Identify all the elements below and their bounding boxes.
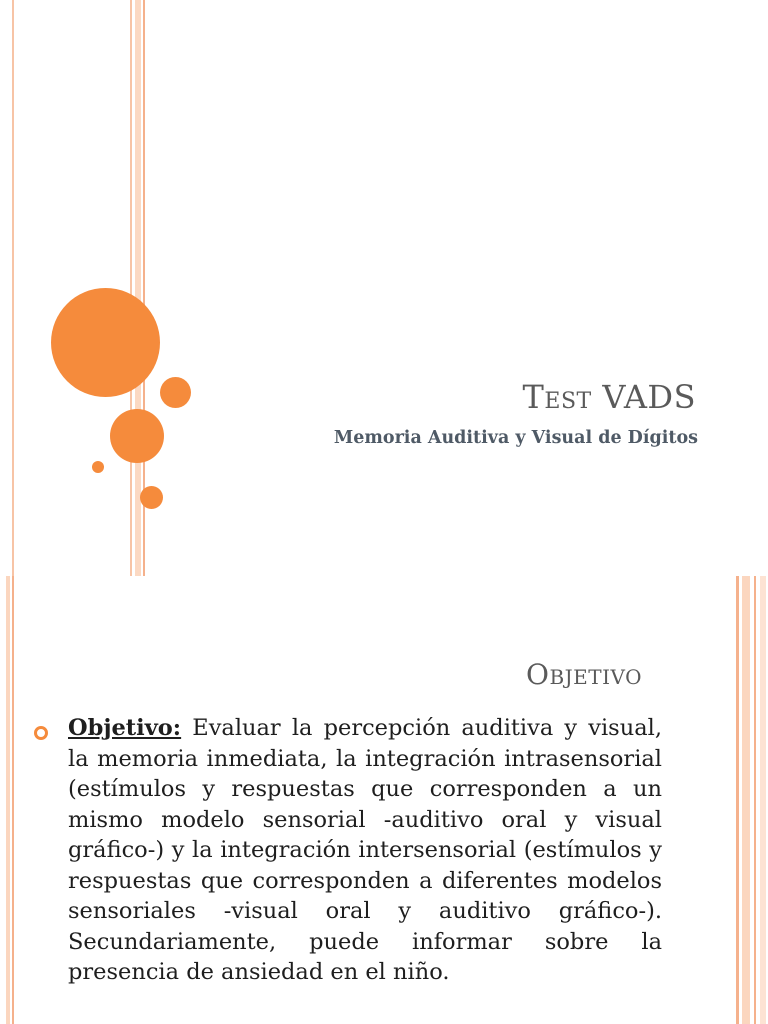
slide-subtitle: Memoria Auditiva y Visual de Dígitos — [333, 428, 698, 448]
decor-line — [6, 576, 10, 1024]
decor-line — [754, 576, 756, 1024]
bullet-label: Objetivo: — [68, 715, 182, 741]
decor-circle — [110, 409, 164, 463]
bullet-icon — [34, 726, 48, 740]
slide-title: Test VADS — [522, 378, 696, 416]
decor-line — [742, 576, 750, 1024]
decor-line — [12, 0, 14, 576]
decor-circle — [160, 377, 191, 408]
decor-line — [760, 576, 766, 1024]
decor-line — [135, 0, 141, 576]
decor-circle — [140, 486, 163, 509]
decor-line — [130, 0, 132, 576]
decor-line — [736, 576, 739, 1024]
decor-line — [12, 576, 14, 1024]
bullet-body: Evaluar la percepción auditiva y visual, la memoria inmediata, la integración intrasensorial (estímulos y respuestas que corresponden a un mismo modelo sensorial -auditivo oral y visual gráfico-) y la integración intersensorial (estímulos y respuestas que corresponden a diferentes modelos sensoriales -visual oral y auditivo gráfico-). Secundariamente, puede informar sobre la presencia de ansiedad en el niño. — [68, 715, 662, 985]
content-slide — [0, 576, 768, 1024]
section-heading: Objetivo — [526, 658, 642, 691]
bullet-text — [68, 713, 662, 988]
bullet-item — [30, 713, 662, 988]
decor-circle — [92, 461, 104, 473]
decor-circle-large — [51, 288, 160, 397]
